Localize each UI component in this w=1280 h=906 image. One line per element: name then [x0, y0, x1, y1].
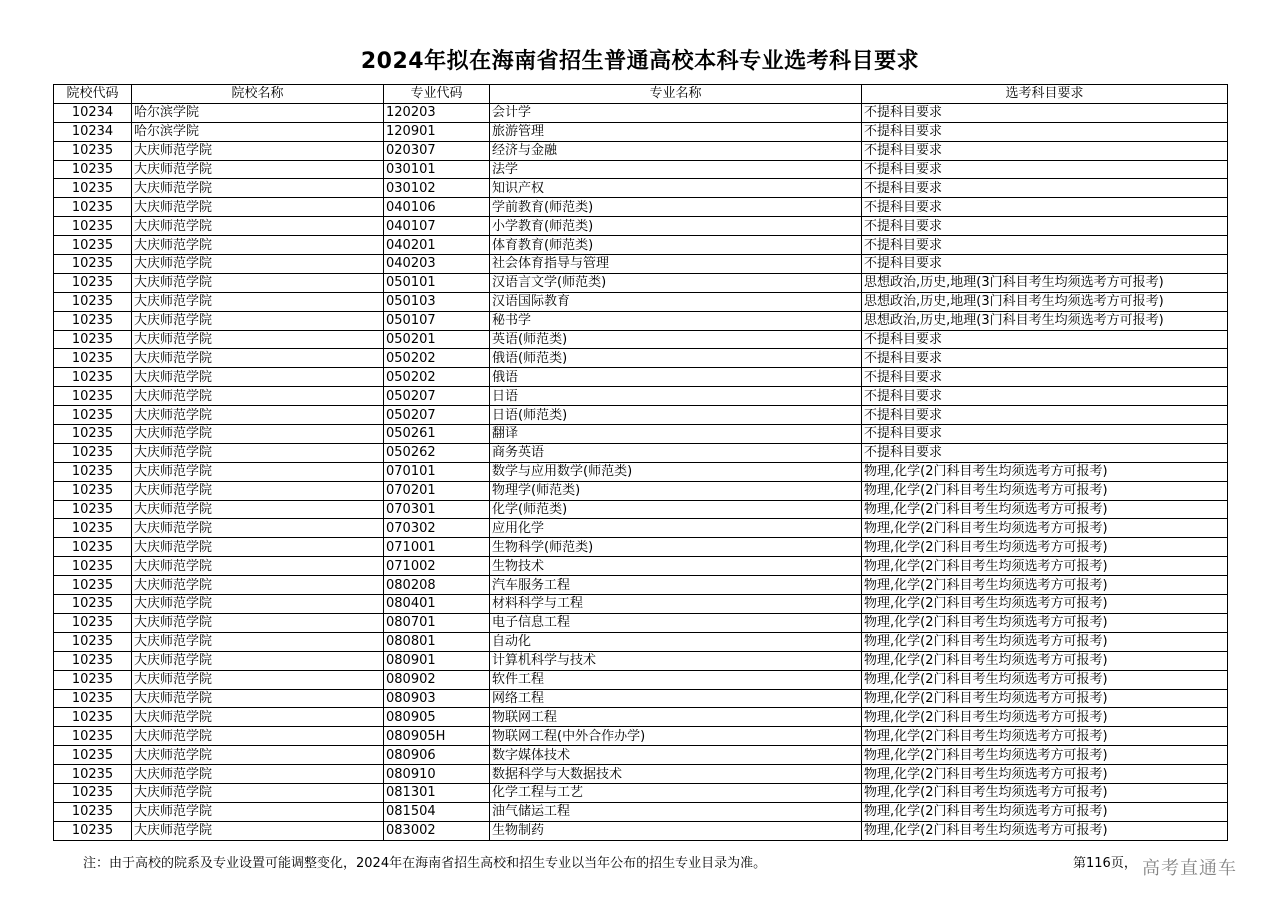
cell-major-name: 生物科学(师范类) — [490, 538, 862, 557]
cell-subject-requirement: 不提科目要求 — [862, 330, 1228, 349]
cell-major-name: 日语 — [490, 387, 862, 406]
cell-school-code: 10235 — [54, 765, 132, 784]
cell-school-name: 大庆师范学院 — [132, 500, 384, 519]
cell-school-code: 10235 — [54, 330, 132, 349]
cell-subject-requirement: 不提科目要求 — [862, 425, 1228, 444]
cell-school-code: 10235 — [54, 217, 132, 236]
cell-subject-requirement: 不提科目要求 — [862, 179, 1228, 198]
cell-major-name: 俄语(师范类) — [490, 349, 862, 368]
cell-school-code: 10235 — [54, 160, 132, 179]
table-row — [54, 670, 1228, 689]
cell-major-name: 秘书学 — [490, 311, 862, 330]
cell-subject-requirement: 物理,化学(2门科目考生均须选考方可报考) — [862, 783, 1228, 802]
cell-school-name: 大庆师范学院 — [132, 179, 384, 198]
table-row — [54, 651, 1228, 670]
cell-school-name: 大庆师范学院 — [132, 651, 384, 670]
cell-subject-requirement: 思想政治,历史,地理(3门科目考生均须选考方可报考) — [862, 292, 1228, 311]
cell-school-name: 大庆师范学院 — [132, 670, 384, 689]
cell-major-code: 050101 — [384, 273, 490, 292]
cell-school-code: 10235 — [54, 198, 132, 217]
cell-school-name: 大庆师范学院 — [132, 387, 384, 406]
cell-school-name: 大庆师范学院 — [132, 765, 384, 784]
cell-subject-requirement: 思想政治,历史,地理(3门科目考生均须选考方可报考) — [862, 311, 1228, 330]
cell-major-name: 日语(师范类) — [490, 406, 862, 425]
cell-major-code: 050201 — [384, 330, 490, 349]
cell-major-code: 070101 — [384, 462, 490, 481]
table-row — [54, 538, 1228, 557]
cell-major-code: 050207 — [384, 387, 490, 406]
cell-major-code: 081301 — [384, 783, 490, 802]
table-row — [54, 122, 1228, 141]
cell-major-code: 080902 — [384, 670, 490, 689]
cell-subject-requirement: 物理,化学(2门科目考生均须选考方可报考) — [862, 595, 1228, 614]
cell-major-code: 070302 — [384, 519, 490, 538]
table-row — [54, 160, 1228, 179]
cell-major-code: 020307 — [384, 141, 490, 160]
cell-major-name: 小学教育(师范类) — [490, 217, 862, 236]
cell-school-name: 大庆师范学院 — [132, 443, 384, 462]
table-row — [54, 462, 1228, 481]
cell-school-name: 大庆师范学院 — [132, 821, 384, 840]
cell-school-name: 大庆师范学院 — [132, 519, 384, 538]
cell-major-code: 080905H — [384, 727, 490, 746]
cell-school-name: 大庆师范学院 — [132, 406, 384, 425]
cell-major-name: 油气储运工程 — [490, 802, 862, 821]
table-row — [54, 292, 1228, 311]
cell-major-code: 080701 — [384, 613, 490, 632]
cell-school-code: 10235 — [54, 557, 132, 576]
cell-subject-requirement: 物理,化学(2门科目考生均须选考方可报考) — [862, 708, 1228, 727]
table-row — [54, 255, 1228, 274]
cell-subject-requirement: 不提科目要求 — [862, 122, 1228, 141]
cell-major-name: 物理学(师范类) — [490, 481, 862, 500]
table-row — [54, 141, 1228, 160]
cell-school-code: 10235 — [54, 519, 132, 538]
cell-school-code: 10235 — [54, 368, 132, 387]
cell-school-code: 10235 — [54, 632, 132, 651]
cell-major-name: 软件工程 — [490, 670, 862, 689]
cell-school-name: 大庆师范学院 — [132, 292, 384, 311]
cell-major-name: 汉语国际教育 — [490, 292, 862, 311]
cell-school-code: 10235 — [54, 595, 132, 614]
cell-school-code: 10235 — [54, 576, 132, 595]
header-school-name: 院校名称 — [132, 85, 384, 104]
cell-school-name: 大庆师范学院 — [132, 273, 384, 292]
cell-major-name: 材料科学与工程 — [490, 595, 862, 614]
cell-major-code: 071002 — [384, 557, 490, 576]
cell-school-code: 10235 — [54, 708, 132, 727]
cell-subject-requirement: 不提科目要求 — [862, 141, 1228, 160]
cell-school-code: 10235 — [54, 179, 132, 198]
cell-major-name: 汽车服务工程 — [490, 576, 862, 595]
cell-school-name: 大庆师范学院 — [132, 330, 384, 349]
table-row — [54, 311, 1228, 330]
cell-major-code: 050207 — [384, 406, 490, 425]
cell-major-name: 应用化学 — [490, 519, 862, 538]
table-row — [54, 821, 1228, 840]
cell-major-code: 040201 — [384, 236, 490, 255]
cell-subject-requirement: 物理,化学(2门科目考生均须选考方可报考) — [862, 727, 1228, 746]
cell-major-name: 旅游管理 — [490, 122, 862, 141]
cell-school-code: 10235 — [54, 311, 132, 330]
header-major-name: 专业名称 — [490, 85, 862, 104]
cell-major-name: 自动化 — [490, 632, 862, 651]
cell-subject-requirement: 物理,化学(2门科目考生均须选考方可报考) — [862, 689, 1228, 708]
cell-major-name: 数据科学与大数据技术 — [490, 765, 862, 784]
cell-school-code: 10235 — [54, 387, 132, 406]
cell-subject-requirement: 不提科目要求 — [862, 217, 1228, 236]
table-row — [54, 576, 1228, 595]
cell-subject-requirement: 物理,化学(2门科目考生均须选考方可报考) — [862, 462, 1228, 481]
cell-school-code: 10235 — [54, 538, 132, 557]
table-row — [54, 595, 1228, 614]
cell-school-name: 大庆师范学院 — [132, 557, 384, 576]
table-row — [54, 746, 1228, 765]
cell-major-name: 翻译 — [490, 425, 862, 444]
cell-subject-requirement: 思想政治,历史,地理(3门科目考生均须选考方可报考) — [862, 273, 1228, 292]
cell-major-name: 英语(师范类) — [490, 330, 862, 349]
cell-major-code: 070301 — [384, 500, 490, 519]
cell-subject-requirement: 物理,化学(2门科目考生均须选考方可报考) — [862, 746, 1228, 765]
table-row — [54, 330, 1228, 349]
cell-school-code: 10234 — [54, 103, 132, 122]
table-row — [54, 519, 1228, 538]
cell-school-code: 10235 — [54, 425, 132, 444]
cell-school-name: 大庆师范学院 — [132, 783, 384, 802]
table-header-row — [54, 85, 1228, 104]
cell-subject-requirement: 物理,化学(2门科目考生均须选考方可报考) — [862, 632, 1228, 651]
cell-school-code: 10235 — [54, 727, 132, 746]
cell-school-name: 大庆师范学院 — [132, 236, 384, 255]
cell-school-code: 10235 — [54, 273, 132, 292]
cell-major-code: 120203 — [384, 103, 490, 122]
table-row — [54, 103, 1228, 122]
cell-major-name: 商务英语 — [490, 443, 862, 462]
cell-school-code: 10235 — [54, 746, 132, 765]
cell-school-name: 大庆师范学院 — [132, 349, 384, 368]
cell-major-code: 050202 — [384, 368, 490, 387]
cell-school-code: 10235 — [54, 689, 132, 708]
cell-school-code: 10235 — [54, 236, 132, 255]
header-subject-requirement: 选考科目要求 — [862, 85, 1228, 104]
cell-major-code: 080905 — [384, 708, 490, 727]
table-row — [54, 368, 1228, 387]
table-row — [54, 632, 1228, 651]
cell-major-name: 生物技术 — [490, 557, 862, 576]
cell-subject-requirement: 不提科目要求 — [862, 443, 1228, 462]
cell-school-name: 哈尔滨学院 — [132, 103, 384, 122]
cell-major-code: 040106 — [384, 198, 490, 217]
cell-school-code: 10234 — [54, 122, 132, 141]
cell-subject-requirement: 物理,化学(2门科目考生均须选考方可报考) — [862, 557, 1228, 576]
cell-school-name: 大庆师范学院 — [132, 576, 384, 595]
cell-school-name: 大庆师范学院 — [132, 160, 384, 179]
table-row — [54, 236, 1228, 255]
watermark: 高考直通车 — [1142, 858, 1237, 879]
cell-major-name: 体育教育(师范类) — [490, 236, 862, 255]
cell-subject-requirement: 物理,化学(2门科目考生均须选考方可报考) — [862, 500, 1228, 519]
cell-major-code: 080910 — [384, 765, 490, 784]
cell-major-name: 计算机科学与技术 — [490, 651, 862, 670]
cell-subject-requirement: 物理,化学(2门科目考生均须选考方可报考) — [862, 538, 1228, 557]
cell-major-name: 数学与应用数学(师范类) — [490, 462, 862, 481]
cell-school-name: 大庆师范学院 — [132, 632, 384, 651]
cell-major-name: 经济与金融 — [490, 141, 862, 160]
page-title: 2024年拟在海南省招生普通高校本科专业选考科目要求 — [360, 49, 920, 74]
table-row — [54, 406, 1228, 425]
cell-major-code: 030101 — [384, 160, 490, 179]
table-row — [54, 273, 1228, 292]
cell-subject-requirement: 物理,化学(2门科目考生均须选考方可报考) — [862, 613, 1228, 632]
table-row — [54, 557, 1228, 576]
cell-school-code: 10235 — [54, 613, 132, 632]
cell-major-code: 120901 — [384, 122, 490, 141]
cell-major-name: 汉语言文学(师范类) — [490, 273, 862, 292]
cell-school-code: 10235 — [54, 406, 132, 425]
cell-school-code: 10235 — [54, 783, 132, 802]
table-row — [54, 708, 1228, 727]
cell-school-code: 10235 — [54, 462, 132, 481]
table-row — [54, 802, 1228, 821]
table-row — [54, 727, 1228, 746]
cell-major-name: 数字媒体技术 — [490, 746, 862, 765]
cell-school-code: 10235 — [54, 670, 132, 689]
cell-major-code: 050103 — [384, 292, 490, 311]
cell-school-name: 大庆师范学院 — [132, 689, 384, 708]
page-number: 第116页， — [1073, 856, 1137, 871]
cell-subject-requirement: 物理,化学(2门科目考生均须选考方可报考) — [862, 670, 1228, 689]
table-row — [54, 349, 1228, 368]
cell-major-code: 050262 — [384, 443, 490, 462]
cell-major-name: 电子信息工程 — [490, 613, 862, 632]
cell-school-name: 大庆师范学院 — [132, 255, 384, 274]
cell-major-name: 网络工程 — [490, 689, 862, 708]
cell-subject-requirement: 物理,化学(2门科目考生均须选考方可报考) — [862, 651, 1228, 670]
cell-major-name: 会计学 — [490, 103, 862, 122]
cell-school-name: 大庆师范学院 — [132, 368, 384, 387]
cell-school-name: 哈尔滨学院 — [132, 122, 384, 141]
cell-subject-requirement: 物理,化学(2门科目考生均须选考方可报考) — [862, 821, 1228, 840]
cell-subject-requirement: 不提科目要求 — [862, 103, 1228, 122]
cell-major-code: 080903 — [384, 689, 490, 708]
table-row — [54, 500, 1228, 519]
cell-major-code: 050261 — [384, 425, 490, 444]
cell-school-name: 大庆师范学院 — [132, 425, 384, 444]
cell-major-name: 物联网工程 — [490, 708, 862, 727]
cell-school-code: 10235 — [54, 141, 132, 160]
cell-major-name: 社会体育指导与管理 — [490, 255, 862, 274]
table-row — [54, 198, 1228, 217]
cell-major-name: 学前教育(师范类) — [490, 198, 862, 217]
cell-major-name: 生物制药 — [490, 821, 862, 840]
table-row — [54, 689, 1228, 708]
cell-subject-requirement: 不提科目要求 — [862, 236, 1228, 255]
cell-school-name: 大庆师范学院 — [132, 746, 384, 765]
cell-major-code: 070201 — [384, 481, 490, 500]
cell-school-name: 大庆师范学院 — [132, 727, 384, 746]
cell-school-name: 大庆师范学院 — [132, 141, 384, 160]
cell-major-name: 俄语 — [490, 368, 862, 387]
cell-major-code: 080208 — [384, 576, 490, 595]
cell-major-code: 071001 — [384, 538, 490, 557]
table-row — [54, 765, 1228, 784]
cell-major-code: 040107 — [384, 217, 490, 236]
cell-school-code: 10235 — [54, 349, 132, 368]
cell-subject-requirement: 不提科目要求 — [862, 349, 1228, 368]
cell-school-name: 大庆师范学院 — [132, 613, 384, 632]
cell-school-name: 大庆师范学院 — [132, 538, 384, 557]
cell-major-code: 050202 — [384, 349, 490, 368]
cell-major-code: 080906 — [384, 746, 490, 765]
cell-school-code: 10235 — [54, 821, 132, 840]
cell-major-code: 050107 — [384, 311, 490, 330]
cell-subject-requirement: 物理,化学(2门科目考生均须选考方可报考) — [862, 576, 1228, 595]
cell-major-name: 法学 — [490, 160, 862, 179]
table-row — [54, 443, 1228, 462]
requirements-table — [53, 84, 1228, 841]
cell-school-code: 10235 — [54, 500, 132, 519]
cell-subject-requirement: 不提科目要求 — [862, 255, 1228, 274]
header-school-code: 院校代码 — [54, 85, 132, 104]
cell-school-name: 大庆师范学院 — [132, 802, 384, 821]
cell-school-name: 大庆师范学院 — [132, 311, 384, 330]
table-row — [54, 613, 1228, 632]
table-row — [54, 481, 1228, 500]
cell-school-name: 大庆师范学院 — [132, 217, 384, 236]
cell-school-code: 10235 — [54, 292, 132, 311]
cell-school-code: 10235 — [54, 802, 132, 821]
cell-major-code: 080901 — [384, 651, 490, 670]
cell-major-code: 080401 — [384, 595, 490, 614]
header-major-code: 专业代码 — [384, 85, 490, 104]
cell-subject-requirement: 物理,化学(2门科目考生均须选考方可报考) — [862, 481, 1228, 500]
table-row — [54, 217, 1228, 236]
table-body — [54, 103, 1228, 840]
cell-school-name: 大庆师范学院 — [132, 198, 384, 217]
cell-major-code: 081504 — [384, 802, 490, 821]
cell-school-code: 10235 — [54, 255, 132, 274]
cell-major-name: 物联网工程(中外合作办学) — [490, 727, 862, 746]
cell-subject-requirement: 物理,化学(2门科目考生均须选考方可报考) — [862, 519, 1228, 538]
cell-subject-requirement: 不提科目要求 — [862, 160, 1228, 179]
cell-subject-requirement: 不提科目要求 — [862, 198, 1228, 217]
cell-subject-requirement: 不提科目要求 — [862, 387, 1228, 406]
cell-major-code: 040203 — [384, 255, 490, 274]
cell-school-name: 大庆师范学院 — [132, 595, 384, 614]
cell-subject-requirement: 物理,化学(2门科目考生均须选考方可报考) — [862, 802, 1228, 821]
cell-major-code: 080801 — [384, 632, 490, 651]
cell-school-name: 大庆师范学院 — [132, 708, 384, 727]
cell-subject-requirement: 物理,化学(2门科目考生均须选考方可报考) — [862, 765, 1228, 784]
table-row — [54, 179, 1228, 198]
cell-school-code: 10235 — [54, 443, 132, 462]
table-row — [54, 425, 1228, 444]
cell-major-code: 030102 — [384, 179, 490, 198]
cell-major-name: 知识产权 — [490, 179, 862, 198]
cell-school-code: 10235 — [54, 481, 132, 500]
cell-school-name: 大庆师范学院 — [132, 481, 384, 500]
footnote: 注：由于高校的院系及专业设置可能调整变化，2024年在海南省招生高校和招生专业以当年公布的招生专业目录为准。 — [83, 856, 767, 871]
cell-subject-requirement: 不提科目要求 — [862, 406, 1228, 425]
cell-major-code: 083002 — [384, 821, 490, 840]
cell-school-name: 大庆师范学院 — [132, 462, 384, 481]
cell-major-name: 化学工程与工艺 — [490, 783, 862, 802]
cell-school-code: 10235 — [54, 651, 132, 670]
cell-subject-requirement: 不提科目要求 — [862, 368, 1228, 387]
table-row — [54, 387, 1228, 406]
cell-major-name: 化学(师范类) — [490, 500, 862, 519]
table-row — [54, 783, 1228, 802]
